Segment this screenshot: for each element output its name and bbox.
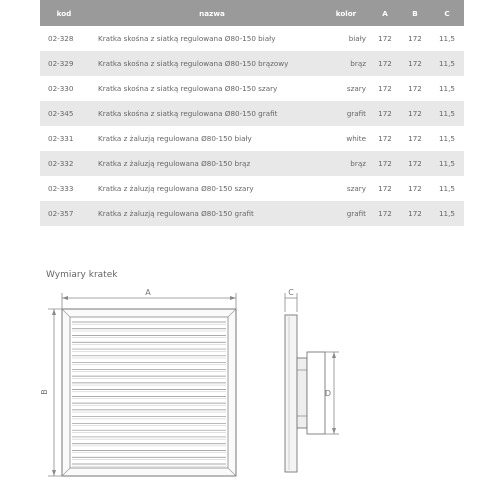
cell-nazwa: Kratka skośna z siatką regulowana Ø80-150 biały (98, 34, 276, 43)
cell-a: 172 (378, 134, 392, 143)
cell-nazwa: Kratka skośna z siatką regulowana Ø80-150 grafit (88, 101, 326, 126)
cell-nazwa: Kratka z żaluzją regulowana Ø80-150 grafit (88, 201, 326, 226)
header-b: B (400, 0, 430, 26)
cell-kolor: white (346, 134, 366, 143)
cell-a: 172 (370, 101, 400, 126)
cell-c: 11,5 (438, 84, 455, 93)
profile-collar (297, 358, 307, 428)
cell-kolor: brąz (326, 151, 370, 176)
cell-nazwa: Kratka z żaluzją regulowana Ø80-150 brąz (88, 151, 326, 176)
cell-a: 172 (378, 34, 392, 43)
cell-b: 172 (408, 84, 422, 93)
header-kolor: kolor (326, 0, 370, 26)
grille-front-view (62, 309, 236, 476)
arrow-d-top (332, 352, 336, 358)
arrow-b-bottom (52, 470, 56, 476)
cell-kolor: grafit (326, 201, 370, 226)
header-nazwa: nazwa (88, 0, 326, 26)
cell-kod: 02-331 (48, 134, 74, 143)
cell-c: 11,5 (430, 151, 464, 176)
arrow-a-right (230, 296, 236, 300)
cell-kod: 02-357 (40, 201, 88, 226)
cell-b: 172 (408, 184, 422, 193)
cell-kod: 02-328 (48, 34, 74, 43)
cell-kolor: brąz (326, 51, 370, 76)
cell-a: 172 (370, 51, 400, 76)
grille-side-profile (285, 315, 325, 472)
cell-a: 172 (378, 84, 392, 93)
cell-c: 11,5 (438, 134, 455, 143)
cell-b: 172 (400, 201, 430, 226)
label-d: D (324, 389, 332, 398)
cell-kolor: biały (348, 34, 366, 43)
cell-kolor: szary (346, 184, 366, 193)
cell-c: 11,5 (438, 34, 455, 43)
arrow-a-left (62, 296, 68, 300)
cell-kolor: grafit (326, 101, 370, 126)
cell-kod: 02-330 (48, 84, 74, 93)
cell-c: 11,5 (438, 184, 455, 193)
cell-c: 11,5 (430, 201, 464, 226)
profile-frame (285, 315, 297, 472)
cell-nazwa: Kratka skośna z siatką regulowana Ø80-150 szary (98, 84, 278, 93)
cell-b: 172 (408, 34, 422, 43)
arrow-b-top (52, 309, 56, 315)
cell-kod: 02-329 (40, 51, 88, 76)
label-a: A (145, 288, 151, 297)
cell-kolor: szary (346, 84, 366, 93)
section-title: Wymiary kratek (46, 270, 118, 280)
grille-inner-frame (70, 317, 228, 468)
cell-a: 172 (370, 201, 400, 226)
cell-kod: 02-345 (40, 101, 88, 126)
cell-kod: 02-333 (48, 184, 74, 193)
header-a: A (370, 0, 400, 26)
label-b: B (40, 389, 49, 395)
cell-b: 172 (400, 51, 430, 76)
cell-a: 172 (370, 151, 400, 176)
cell-c: 11,5 (430, 101, 464, 126)
cell-kod: 02-332 (40, 151, 88, 176)
cell-b: 172 (400, 151, 430, 176)
cell-b: 172 (400, 101, 430, 126)
arrow-d-bottom (332, 428, 336, 434)
cell-nazwa: Kratka z żaluzją regulowana Ø80-150 szary (98, 184, 254, 193)
header-kod: kod (40, 0, 88, 26)
label-c: C (288, 288, 294, 297)
cell-nazwa: Kratka z żaluzją regulowana Ø80-150 biały (98, 134, 252, 143)
cell-b: 172 (408, 134, 422, 143)
profile-flange (307, 352, 325, 434)
cell-c: 11,5 (430, 51, 464, 76)
cell-a: 172 (378, 184, 392, 193)
header-c: C (430, 0, 464, 26)
cell-nazwa: Kratka skośna z siatką regulowana Ø80-150 brązowy (88, 51, 326, 76)
